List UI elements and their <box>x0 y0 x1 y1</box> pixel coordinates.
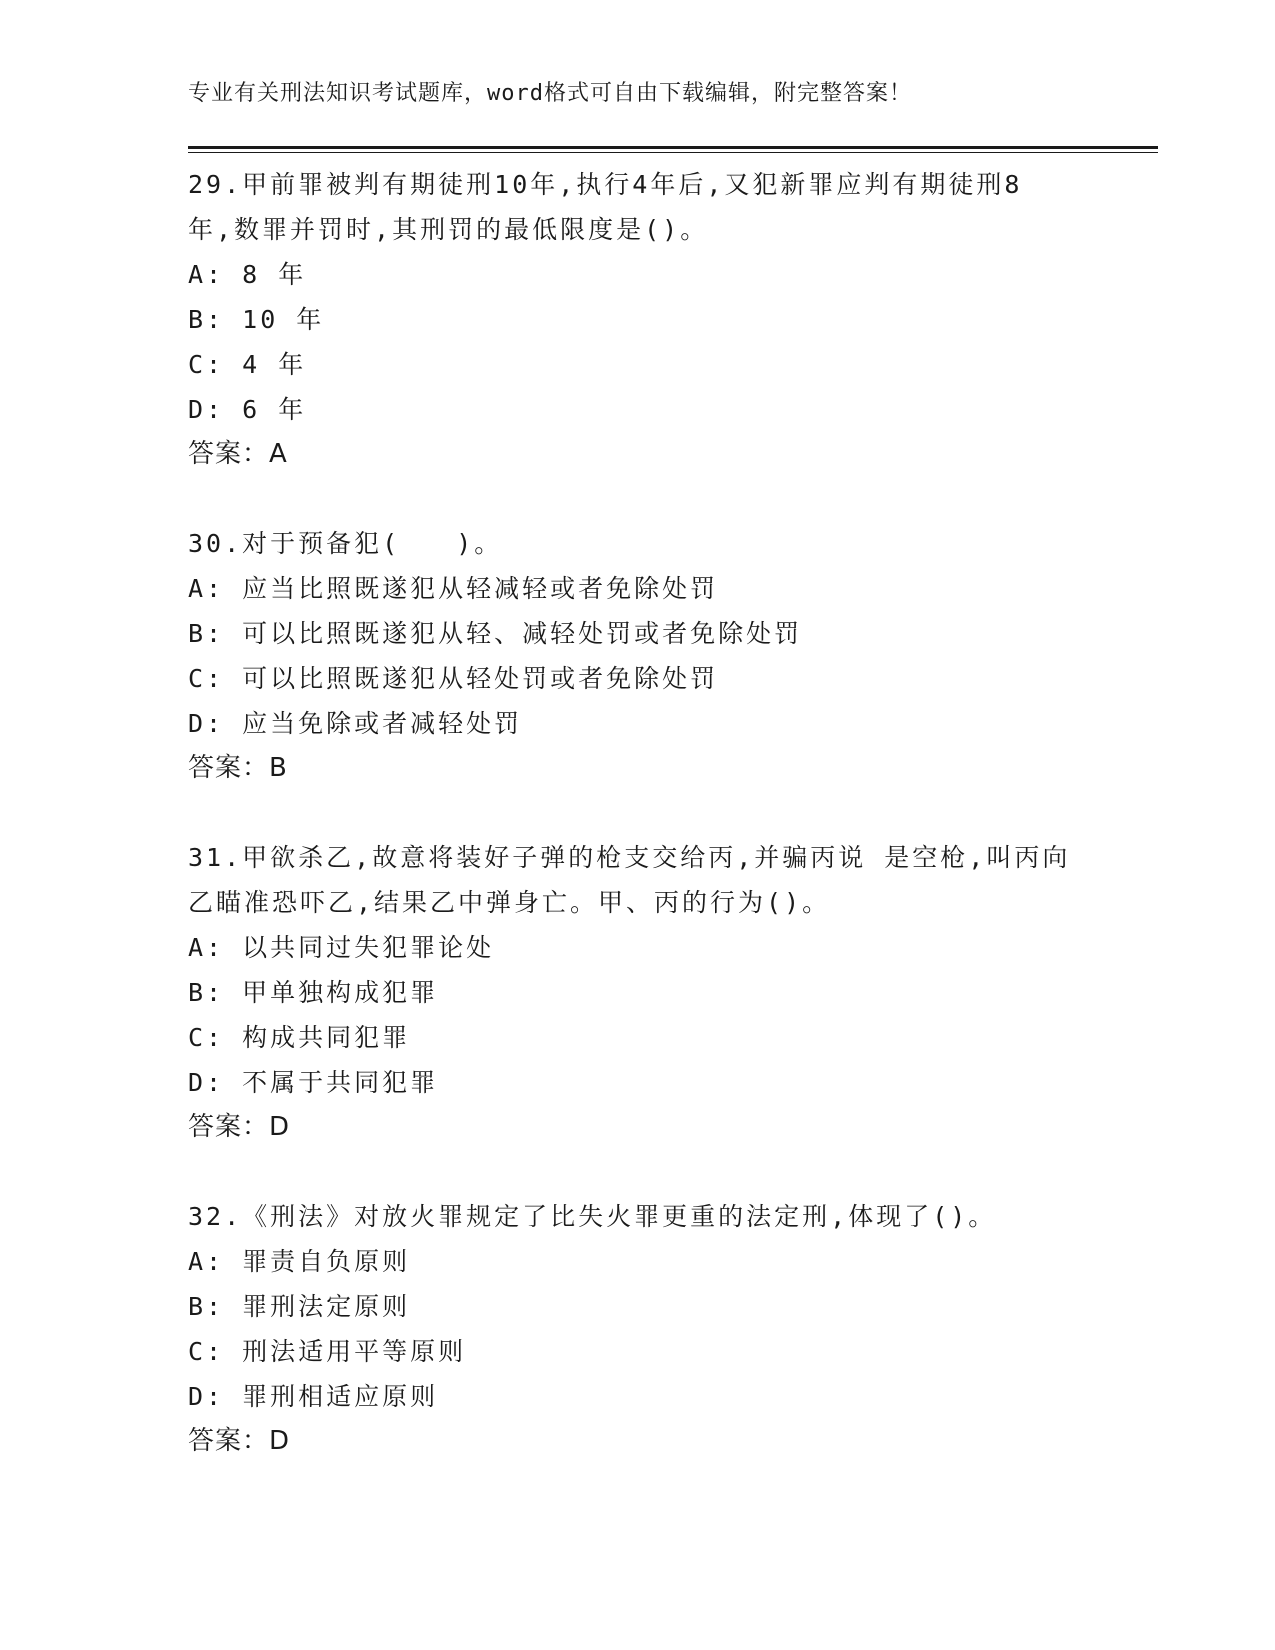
question-spacer <box>188 791 1158 835</box>
option-b: B: 可以比照既遂犯从轻、减轻处罚或者免除处罚 <box>188 619 803 648</box>
option-c: C: 构成共同犯罪 <box>188 1023 411 1052</box>
question-stem-line: 年,数罪并罚时,其刑罚的最低限度是()。 <box>188 215 709 244</box>
header-note: 专业有关刑法知识考试题库，word格式可自由下载编辑，附完整答案！ <box>188 81 912 106</box>
answer: 答案：B <box>188 753 288 783</box>
option-a: A: 以共同过失犯罪论处 <box>188 933 495 962</box>
question-stem-line: 乙瞄准恐吓乙,结果乙中弹身亡。甲、丙的行为()。 <box>188 888 831 917</box>
answer: 答案：D <box>188 1426 291 1456</box>
header-rule-thin <box>188 152 1158 153</box>
question-stem-line: 31.甲欲杀乙,故意将装好子弹的枪支交给丙,并骗丙说 是空枪,叫丙向 <box>188 843 1071 872</box>
option-a: A: 8 年 <box>188 260 307 289</box>
option-d: D: 应当免除或者减轻处罚 <box>188 709 523 738</box>
question-stem-line: 29.甲前罪被判有期徒刑10年,执行4年后,又犯新罪应判有期徒刑8 <box>188 170 1023 199</box>
question-list <box>188 162 1158 1464</box>
answer: 答案：D <box>188 1112 291 1142</box>
option-a: A: 应当比照既遂犯从轻减轻或者免除处罚 <box>188 574 719 603</box>
question-31 <box>188 835 1158 1150</box>
question-29 <box>188 162 1158 477</box>
option-b: B: 10 年 <box>188 305 325 334</box>
option-c: C: 刑法适用平等原则 <box>188 1337 467 1366</box>
option-d: D: 罪刑相适应原则 <box>188 1382 439 1411</box>
option-d: D: 6 年 <box>188 395 307 424</box>
answer: 答案：A <box>188 439 288 469</box>
option-a: A: 罪责自负原则 <box>188 1247 411 1276</box>
option-d: D: 不属于共同犯罪 <box>188 1068 439 1097</box>
option-b: B: 罪刑法定原则 <box>188 1292 411 1321</box>
question-stem-line: 30.对于预备犯( )。 <box>188 529 503 558</box>
header-rule-thick <box>188 146 1158 149</box>
option-c: C: 4 年 <box>188 350 307 379</box>
question-32 <box>188 1194 1158 1464</box>
question-stem-line: 32.《刑法》对放火罪规定了比失火罪更重的法定刑,体现了()。 <box>188 1202 997 1231</box>
question-spacer <box>188 477 1158 521</box>
question-30 <box>188 521 1158 791</box>
option-c: C: 可以比照既遂犯从轻处罚或者免除处罚 <box>188 664 719 693</box>
option-b: B: 甲单独构成犯罪 <box>188 978 439 1007</box>
question-spacer <box>188 1150 1158 1194</box>
